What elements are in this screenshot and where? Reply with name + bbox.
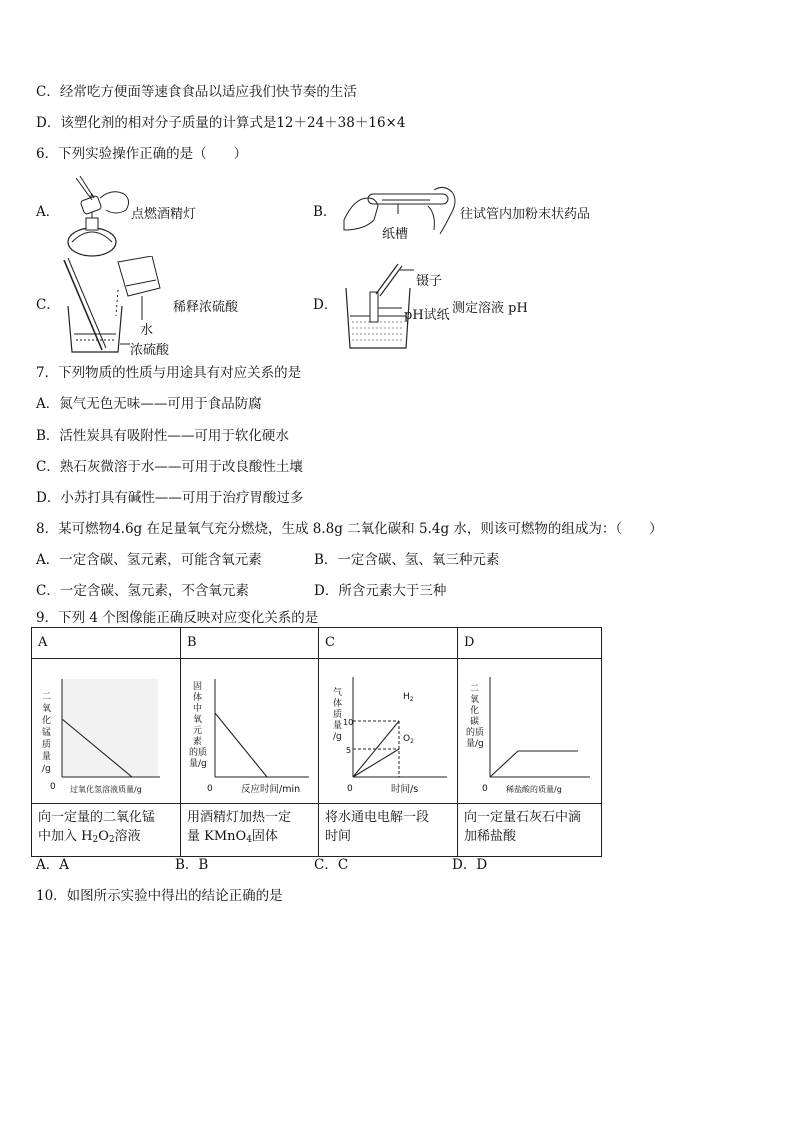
- q9-graph-b-cell: [181, 659, 319, 804]
- q6-b-label-trough: 纸槽: [382, 227, 409, 242]
- q6-c-label-acid: 浓硫酸: [130, 343, 170, 358]
- q6-d-label-paper: pH试纸: [404, 308, 450, 323]
- graph-c-ylabel-0: 气: [333, 688, 343, 698]
- q9-graph-d-cell: [458, 659, 602, 804]
- graph-b-ylabel-2: 中: [193, 704, 203, 714]
- graph-b-origin: 0: [207, 784, 213, 794]
- graph-b-ylabel-7: 量/g: [189, 759, 207, 769]
- q6-a-caption: 点燃酒精灯: [131, 207, 197, 222]
- graph-c-h2-label: $H_2$: [403, 692, 414, 703]
- q8-stem: 8．某可燃物4.6g 在足量氧气充分燃烧，生成 8.8g 二氧化碳和 5.4g 水，则该可燃物的组成为：（ ）: [36, 521, 663, 537]
- graph-a-ylabel-3: 锰: [42, 728, 52, 738]
- alcohol-lamp-figure: [62, 170, 142, 262]
- graph-c-origin: 0: [347, 784, 353, 794]
- q6-c-caption: 稀释浓硫酸: [173, 300, 239, 315]
- graph-b-ylabel-1: 体: [193, 693, 203, 703]
- q6-b-caption: 往试管内加粉末状药品: [460, 207, 591, 222]
- graph-b-ylabel-0: 固: [193, 682, 203, 692]
- q9-header-a: A: [32, 628, 181, 659]
- q6-b-letter: B．: [313, 204, 337, 220]
- graph-d-ylabel-3: 碳: [470, 717, 480, 727]
- q6-d-letter: D．: [313, 297, 338, 313]
- graph-d-ylabel-5: 量/g: [466, 739, 484, 749]
- graph-b-ylabel-3: 氧: [193, 715, 203, 725]
- graph-c-tick-10: 10: [343, 718, 354, 727]
- graph-c-ylabel-3: 量: [333, 721, 343, 731]
- graph-d-origin: 0: [482, 784, 488, 794]
- graph-a-ylabel-2: 化: [42, 716, 52, 726]
- q5-option-d: D．该塑化剂的相对分子质量的计算式是12＋24＋38＋16×4: [36, 115, 406, 131]
- graph-a-ylabel-6: /g: [42, 764, 51, 774]
- graph-c-tick-5: 5: [346, 746, 352, 755]
- q9-graph-a-cell: [32, 659, 181, 804]
- q6-c-letter: C．: [36, 297, 60, 313]
- graph-b-line: [215, 713, 267, 777]
- q9-graph-c-cell: [319, 659, 458, 804]
- graph-d-ylabel-1: 氧: [470, 695, 480, 705]
- q6-a-letter: A．: [36, 204, 60, 220]
- q9-caption-d: 向一定量石灰石中滴 加稀盐酸: [458, 804, 602, 857]
- q8-option-b: B．一定含碳、氢、氧三种元素: [314, 552, 500, 568]
- graph-c-o2-line: [353, 749, 399, 777]
- q9-option-c: C．C: [314, 857, 349, 873]
- q9-header-c: C: [319, 628, 458, 659]
- q5-option-c: C．经常吃方便面等速食食品以适应我们快节奏的生活: [36, 84, 357, 100]
- graph-a-ylabel-5: 量: [42, 752, 52, 762]
- q6-d-caption: 测定溶液 pH: [452, 301, 528, 316]
- q7-option-c: C．熟石灰微溶于水——可用于改良酸性土壤: [36, 459, 303, 475]
- q9-option-d: D．D: [452, 857, 488, 873]
- q8-option-c: C．一定含碳、氢元素，不含氧元素: [36, 583, 249, 599]
- graph-b-ylabel-6: 的质: [189, 748, 208, 758]
- graph-c-ylabel-1: 体: [333, 699, 343, 709]
- q6-c-label-water: 水: [140, 323, 154, 338]
- graph-b-ylabel-4: 元: [193, 726, 203, 736]
- graph-c-o2-label: $O_2$: [403, 734, 414, 745]
- graph-b-oxygen-in-solid: [181, 659, 318, 799]
- graph-a-ylabel-0: 二: [42, 692, 52, 702]
- q9-header-d: D: [458, 628, 602, 659]
- graph-d-line: [490, 751, 578, 777]
- q7-option-b: B．活性炭具有吸附性——可用于软化硬水: [36, 428, 289, 444]
- q9-caption-a: 向一定量的二氧化锰 中加入 $H_2O_2$溶液: [32, 804, 181, 857]
- graph-d-ylabel-0: 二: [470, 684, 480, 694]
- graph-a-mno2-mass: [32, 659, 180, 799]
- graph-a-ylabel-4: 质: [42, 740, 52, 750]
- q6-d-label-tweezer: 镊子: [416, 274, 443, 289]
- q9-graph-table: [31, 627, 602, 857]
- q7-option-d: D．小苏打具有碱性——可用于治疗胃酸过多: [36, 490, 304, 506]
- graph-d-ylabel-2: 化: [470, 706, 480, 716]
- graph-b-ylabel-5: 素: [193, 737, 203, 747]
- q9-option-a: A．A: [36, 857, 69, 873]
- graph-d-xlabel: 稀盐酸的质量/g: [506, 785, 562, 794]
- graph-c-ylabel-2: 质: [333, 710, 343, 720]
- q6-stem: 6．下列实验操作正确的是（ ）: [36, 146, 248, 162]
- graph-d-ylabel-4: 的质: [466, 728, 485, 738]
- graph-c-gas-mass: [319, 659, 457, 799]
- graph-a-ylabel-1: 氧: [42, 704, 52, 714]
- graph-a-origin: 0: [50, 782, 56, 792]
- graph-c-xlabel: 时间/s: [391, 784, 419, 795]
- q9-header-b: B: [181, 628, 319, 659]
- graph-d-co2-mass: [458, 659, 601, 799]
- q8-option-a: A．一定含碳、氢元素，可能含氧元素: [36, 552, 262, 568]
- graph-a-xlabel: 过氧化氢溶液质量/g: [70, 785, 142, 794]
- q7-stem: 7．下列物质的性质与用途具有对应关系的是: [36, 365, 302, 381]
- q9-caption-b: 用酒精灯加热一定 量 KMnO$_4$固体: [181, 804, 319, 857]
- q10-stem: 10．如图所示实验中得出的结论正确的是: [36, 888, 283, 904]
- q9-option-b: B．B: [175, 857, 209, 873]
- q7-option-a: A．氮气无色无味——可用于食品防腐: [36, 396, 262, 412]
- q9-caption-c: 将水通电电解一段 时间: [319, 804, 458, 857]
- q8-option-d: D．所含元素大于三种: [314, 583, 447, 599]
- graph-b-xlabel: 反应时间/min: [241, 784, 301, 795]
- graph-c-ylabel-4: /g: [333, 732, 342, 742]
- q9-stem: 9．下列 4 个图像能正确反映对应变化关系的是: [36, 610, 319, 626]
